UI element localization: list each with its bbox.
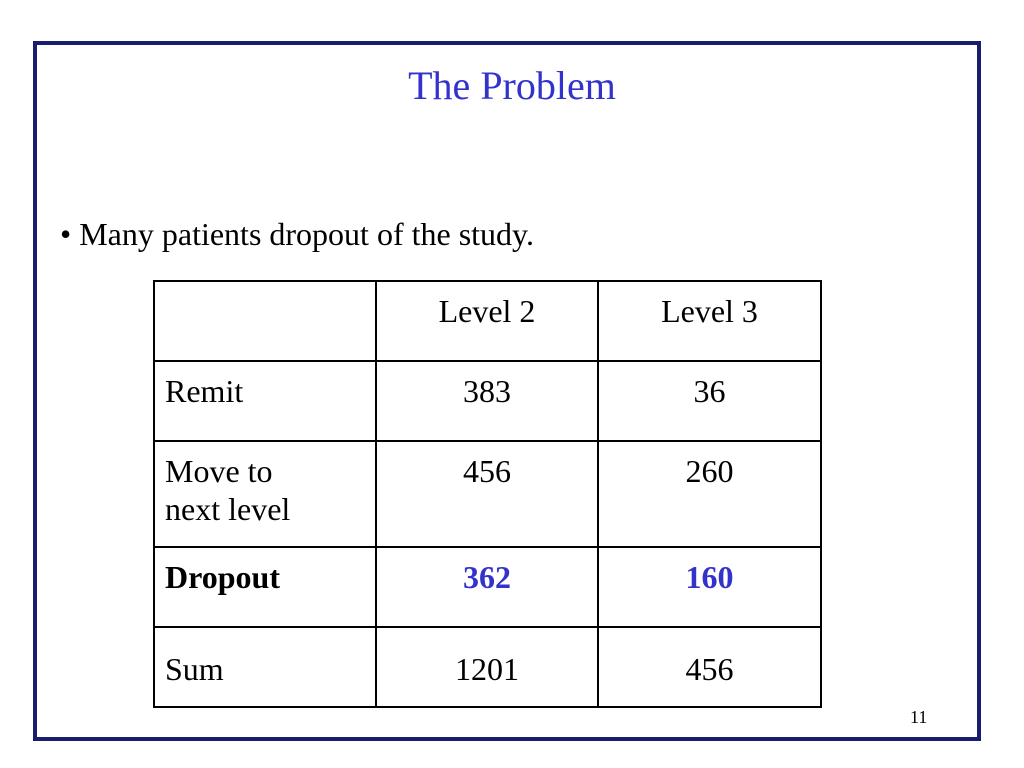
slide-title: The Problem: [408, 63, 616, 108]
cell-level3: 36: [598, 361, 821, 441]
cell-level2-highlight: 362: [376, 547, 598, 627]
cell-level3-highlight: 160: [598, 547, 821, 627]
cell-level3: 456: [598, 627, 821, 707]
table-header-cell-level3: Level 3: [598, 281, 821, 361]
table-header-row: [154, 281, 821, 361]
cell-level2: 383: [376, 361, 598, 441]
table-row-move-to-next-level: [154, 441, 821, 547]
data-table: [153, 280, 822, 708]
table-header-cell-level2: Level 2: [376, 281, 598, 361]
cell-level2: 456: [376, 441, 598, 547]
row-label: Move to next level: [165, 453, 291, 527]
cell-level2: 1201: [376, 627, 598, 707]
bullet-point: [60, 212, 534, 256]
row-label: Remit: [154, 361, 376, 441]
table-row-remit: [154, 361, 821, 441]
bullet-text: Many patients dropout of the study.: [79, 216, 534, 252]
bullet-marker: •: [60, 216, 72, 252]
row-label-cell: [154, 441, 376, 547]
cell-level3: 260: [598, 441, 821, 547]
table-header-cell-empty: [154, 281, 376, 361]
table-row-dropout: [154, 547, 821, 627]
table-row-sum: [154, 627, 821, 707]
row-label: Dropout: [154, 547, 376, 627]
slide-number: 11: [910, 707, 928, 727]
row-label: Sum: [154, 627, 376, 707]
